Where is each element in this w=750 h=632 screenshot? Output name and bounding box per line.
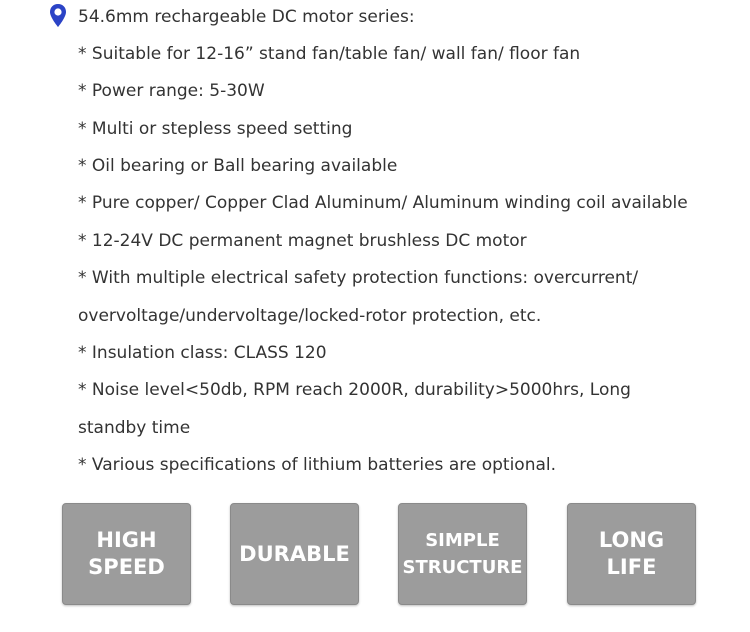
badge-durable: DURABLE bbox=[230, 503, 359, 605]
feature-badges bbox=[0, 503, 750, 608]
spec-title: 54.6mm rechargeable DC motor series: bbox=[78, 7, 415, 27]
spec-item: * Pure copper/ Copper Clad Aluminum/ Aluminum winding coil available bbox=[78, 193, 688, 213]
location-pin-icon bbox=[48, 3, 68, 29]
spec-item: * Various specifications of lithium batteries are optional. bbox=[78, 455, 557, 475]
badge-high-speed: HIGH SPEED bbox=[62, 503, 191, 605]
badge-simple-structure: SIMPLE STRUCTURE bbox=[398, 503, 527, 605]
spec-item: * Power range: 5-30W bbox=[78, 81, 265, 101]
spec-item-continuation: overvoltage/undervoltage/locked-rotor protection, etc. bbox=[78, 306, 542, 326]
spec-item: * Noise level<50db, RPM reach 2000R, durability>5000hrs, Long bbox=[78, 380, 631, 400]
spec-item: * Suitable for 12-16” stand fan/table fan/ wall fan/ floor fan bbox=[78, 44, 581, 64]
spec-item: * 12-24V DC permanent magnet brushless DC motor bbox=[78, 231, 527, 251]
spec-item: * Multi or stepless speed setting bbox=[78, 119, 353, 139]
spec-item: * Oil bearing or Ball bearing available bbox=[78, 156, 398, 176]
spec-item-continuation: standby time bbox=[78, 418, 191, 438]
spec-item: * Insulation class: CLASS 120 bbox=[78, 343, 327, 363]
spec-item: * With multiple electrical safety protection functions: overcurrent/ bbox=[78, 268, 639, 288]
badge-long-life: LONG LIFE bbox=[567, 503, 696, 605]
